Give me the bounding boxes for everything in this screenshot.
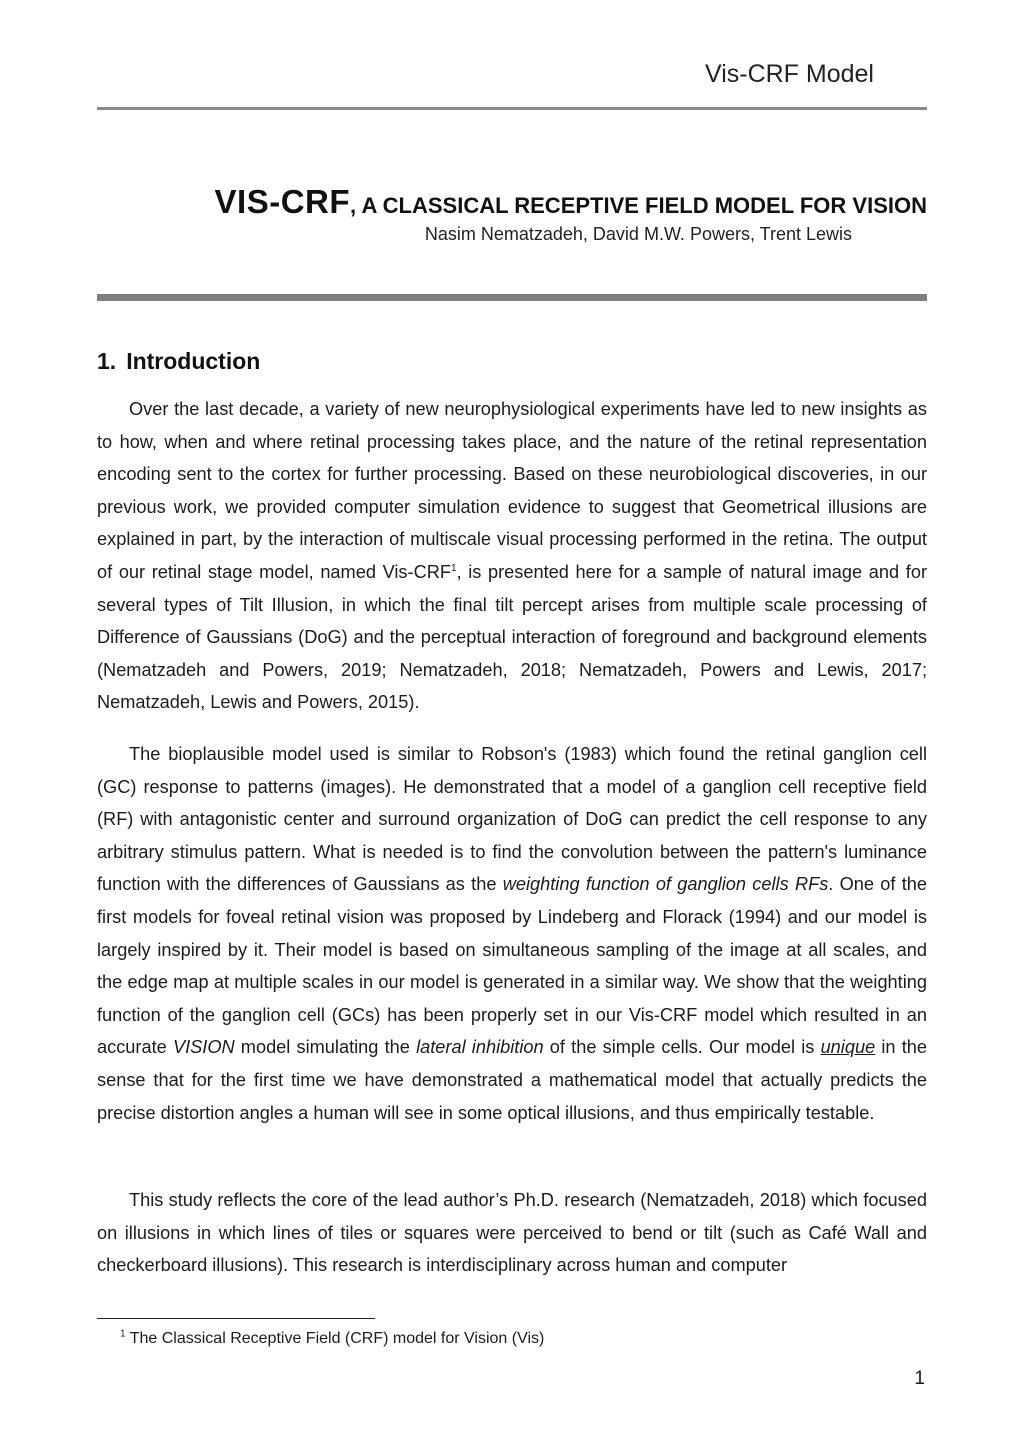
paragraph-1-text-a: Over the last decade, a variety of new neurophysiological experiments have led to new insights as to how, when and where retinal processing takes place, and the nature of the retinal representation encoding sent to the cortex for further processing. Based on these neurobiological discoveries, in our previous work, we provided computer simulation evidence to suggest that Geometrical illusions are explained in part, by the interaction of multiscale visual processing performed in the retina. The output of our retinal stage model, named Vis-CRF xyxy=(97,399,927,582)
paragraph-2-text-c: model simulating the xyxy=(234,1037,417,1058)
section-title: Introduction xyxy=(126,348,261,374)
section-number: 1. xyxy=(97,348,117,374)
title-divider xyxy=(97,294,927,301)
paragraph-2-emphasis-1: weighting function of ganglion cells RFs xyxy=(502,874,829,895)
page-number: 1 xyxy=(914,1368,925,1389)
paragraph-2 xyxy=(97,738,927,1129)
footnote-marker: 1 xyxy=(120,1328,126,1340)
paper-title xyxy=(215,183,927,221)
paragraph-2-text-a: The bioplausible model used is similar to Robson's (1983) which found the retinal ganglion cell (GC) response to patterns (images). He demonstrated that a model of a ganglion cell receptive field (RF) with antagonistic center and surround organization of DoG can predict the cell response to any arbitrary stimulus pattern. What is needed is to find the convolution between the pattern's luminance function with the differences of Gaussians as the xyxy=(97,744,927,895)
paragraph-2-text-e: in the sense that for the first time we have demonstrated a mathematical model that actually predicts the precise distortion angles a human will see in some optical illusions, and thus empirically testable. xyxy=(97,1037,928,1123)
footnote-rule xyxy=(97,1318,375,1319)
paragraph-3: This study reflects the core of the lead author’s Ph.D. research (Nematzadeh, 2018) which focused on illusions in which lines of tiles or squares were perceived to bend or tilt (such as Café Wall and checkerboard illusions). This research is interdisciplinary across human and computer xyxy=(97,1190,927,1276)
paragraph-2-underline-4: unique xyxy=(820,1037,876,1058)
footnote xyxy=(120,1330,544,1348)
paper-title-main: VIS-CRF xyxy=(214,183,351,220)
paragraph-2-text-b: . One of the first models for foveal retinal vision was proposed by Lindeberg and Florack (1994) and our model is largely inspired by it. Their model is based on simultaneous sampling of the image at all scales, and the edge map at multiple scales in our model is generated in a similar way. We show that the weighting function of the ganglion cell (GCs) has been properly set in our Vis-CRF model which resulted in an accurate xyxy=(97,874,927,1058)
paragraph-2-emphasis-2: VISION xyxy=(172,1037,235,1058)
paragraph-1 xyxy=(97,393,927,719)
paragraph-1-text-b: , is presented here for a sample of natural image and for several types of Tilt Illusion, in which the final tilt percept arises from multiple scale processing of Difference of Gaussians (DoG) and the perceptual interaction of foreground and background elements (Nematzadeh and Powers, 2019; Nematzadeh, 2018; Nematzadeh, Powers and Lewis, 2017; Nematzadeh, Lewis and Powers, 2015). xyxy=(97,561,927,713)
footnote-text: The Classical Receptive Field (CRF) model for Vision (Vis) xyxy=(125,1330,545,1347)
header-rule xyxy=(97,107,927,110)
paragraph-2-text-d: of the simple cells. Our model is xyxy=(543,1037,821,1058)
paragraph-2-emphasis-4 xyxy=(821,1037,876,1057)
author-list: Nasim Nematzadeh, David M.W. Powers, Trent Lewis xyxy=(424,224,852,244)
running-header-title: Vis-CRF Model xyxy=(704,60,874,88)
section-heading xyxy=(97,348,260,375)
footnote-ref-1[interactable]: 1 xyxy=(450,562,457,574)
paper-title-subtitle: , A CLASSICAL RECEPTIVE FIELD MODEL FOR VISION xyxy=(350,193,927,218)
paragraph-2-emphasis-3: lateral inhibition xyxy=(416,1037,544,1058)
